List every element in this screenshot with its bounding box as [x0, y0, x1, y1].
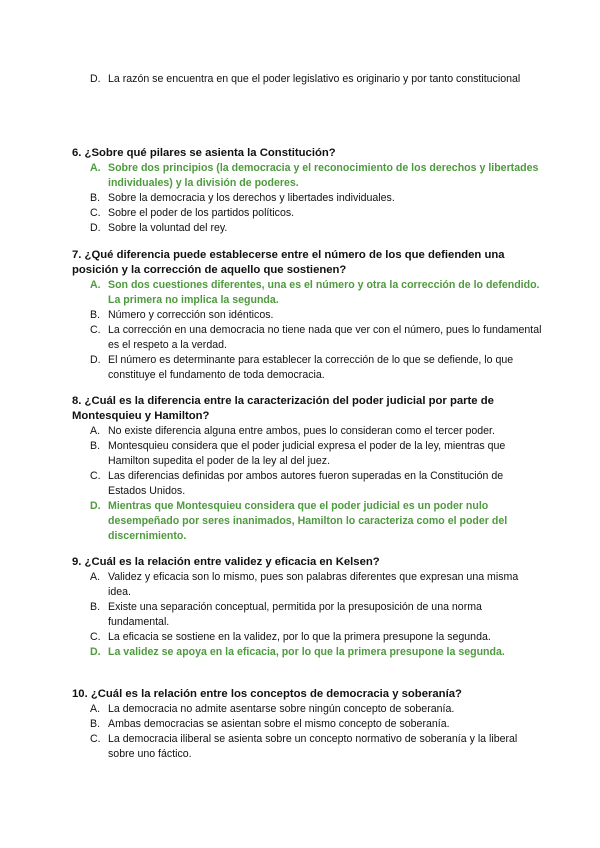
- option-text: La validez se apoya en la eficacia, por lo que la primera presupone la segunda.: [108, 646, 505, 658]
- option-text: Las diferencias definidas por ambos autores fueron superadas en la Constitución de Estados Unidos.: [108, 470, 504, 497]
- option-d: [72, 353, 542, 383]
- question-title: 6. ¿Sobre qué pilares se asienta la Constitución?: [72, 147, 336, 159]
- question-block-8: [72, 394, 542, 544]
- option-text: Ambas democracias se asientan sobre el mismo concepto de soberanía.: [108, 718, 450, 730]
- option-letter: B.: [90, 718, 101, 730]
- option-c: [72, 323, 542, 353]
- option-text: La corrección en una democracia no tiene nada que ver con el número, pues lo fundamental es el respeto a la verdad.: [108, 324, 542, 351]
- option-text: Mientras que Montesquieu considera que el poder judicial es un poder nulo desempeñado por seres inanimados, Hamilton lo caracteriza como el poder del discernimiento.: [108, 500, 508, 542]
- option-text: La democracia iliberal se asienta sobre un concepto normativo de soberanía y la liberal sobre uno fáctico.: [108, 733, 518, 760]
- option-text: Sobre la voluntad del rey.: [108, 222, 228, 234]
- option-b: [72, 308, 542, 323]
- option-letter: A.: [90, 703, 101, 715]
- option-b: [72, 600, 542, 630]
- option-d: [72, 72, 542, 87]
- option-letter: C.: [90, 733, 101, 745]
- option-letter: D.: [90, 500, 101, 512]
- option-d-correct: [72, 499, 542, 544]
- question-block-5-continued: [72, 72, 542, 87]
- option-b: [72, 439, 542, 469]
- option-letter: B.: [90, 440, 101, 452]
- option-text: La razón se encuentra en que el poder legislativo es originario y por tanto constitucional: [108, 73, 521, 85]
- option-text: La democracia no admite asentarse sobre ningún concepto de soberanía.: [108, 703, 455, 715]
- option-letter: B.: [90, 309, 101, 321]
- option-text: El número es determinante para establecer la corrección de lo que se defiende, lo que constituye el fundamento de toda democracia.: [108, 354, 514, 381]
- option-a-correct: [72, 278, 542, 308]
- options-list: [72, 570, 542, 660]
- option-a: [72, 570, 542, 600]
- option-letter: A.: [90, 279, 101, 291]
- option-b: [72, 191, 542, 206]
- option-c: [72, 732, 542, 762]
- option-text: La eficacia se sostiene en la validez, por lo que la primera presupone la segunda.: [108, 631, 491, 643]
- option-letter: C.: [90, 207, 101, 219]
- option-a: [72, 702, 542, 717]
- options-list: [72, 161, 542, 236]
- option-text: Número y corrección son idénticos.: [108, 309, 274, 321]
- option-letter: A.: [90, 162, 101, 174]
- option-letter: A.: [90, 425, 101, 437]
- option-letter: C.: [90, 470, 101, 482]
- question-title: 9. ¿Cuál es la relación entre validez y eficacia en Kelsen?: [72, 556, 380, 568]
- option-d-correct: [72, 645, 542, 660]
- option-c: [72, 630, 542, 645]
- question-title: 10. ¿Cuál es la relación entre los conceptos de democracia y soberanía?: [72, 688, 462, 700]
- option-letter: C.: [90, 324, 101, 336]
- option-a-correct: [72, 161, 542, 191]
- option-text: Sobre la democracia y los derechos y libertades individuales.: [108, 192, 395, 204]
- option-text: Validez y eficacia son lo mismo, pues son palabras diferentes que expresan una misma idea.: [108, 571, 519, 598]
- option-letter: A.: [90, 571, 101, 583]
- options-list: [72, 278, 542, 383]
- options-list: [72, 702, 542, 762]
- option-letter: B.: [90, 601, 101, 613]
- question-block-6: [72, 146, 542, 236]
- option-text: Sobre dos principios (la democracia y el reconocimiento de los derechos y libertades individuales) y la división de poderes.: [108, 162, 539, 189]
- option-text: Sobre el poder de los partidos políticos.: [108, 207, 295, 219]
- question-title: 8. ¿Cuál es la diferencia entre la caracterización del poder judicial por parte de Montesquieu y Hamilton?: [72, 395, 494, 422]
- options-list: [72, 424, 542, 544]
- question-block-9: [72, 555, 542, 660]
- option-letter: D.: [90, 354, 101, 366]
- option-letter: B.: [90, 192, 101, 204]
- option-a: [72, 424, 542, 439]
- option-text: Existe una separación conceptual, permitida por la presuposición de una norma fundamental.: [108, 601, 482, 628]
- option-c: [72, 469, 542, 499]
- option-b: [72, 717, 542, 732]
- option-text: No existe diferencia alguna entre ambos, pues lo consideran como el tercer poder.: [108, 425, 495, 437]
- question-block-7: [72, 248, 542, 383]
- question-title: 7. ¿Qué diferencia puede establecerse entre el número de los que defienden una posición y la corrección de aquello que sostienen?: [72, 249, 505, 276]
- question-block-10: [72, 687, 542, 762]
- option-letter: C.: [90, 631, 101, 643]
- option-text: Son dos cuestiones diferentes, una es el número y otra la corrección de lo defendido. La primera no implica la segunda.: [108, 279, 540, 306]
- option-letter: D.: [90, 73, 101, 85]
- options-list: [72, 72, 542, 87]
- option-letter: D.: [90, 646, 101, 658]
- option-c: [72, 206, 542, 221]
- option-letter: D.: [90, 222, 101, 234]
- option-text: Montesquieu considera que el poder judicial expresa el poder de la ley, mientras que Hamilton supedita el poder de la ley al del juez.: [108, 440, 506, 467]
- option-d: [72, 221, 542, 236]
